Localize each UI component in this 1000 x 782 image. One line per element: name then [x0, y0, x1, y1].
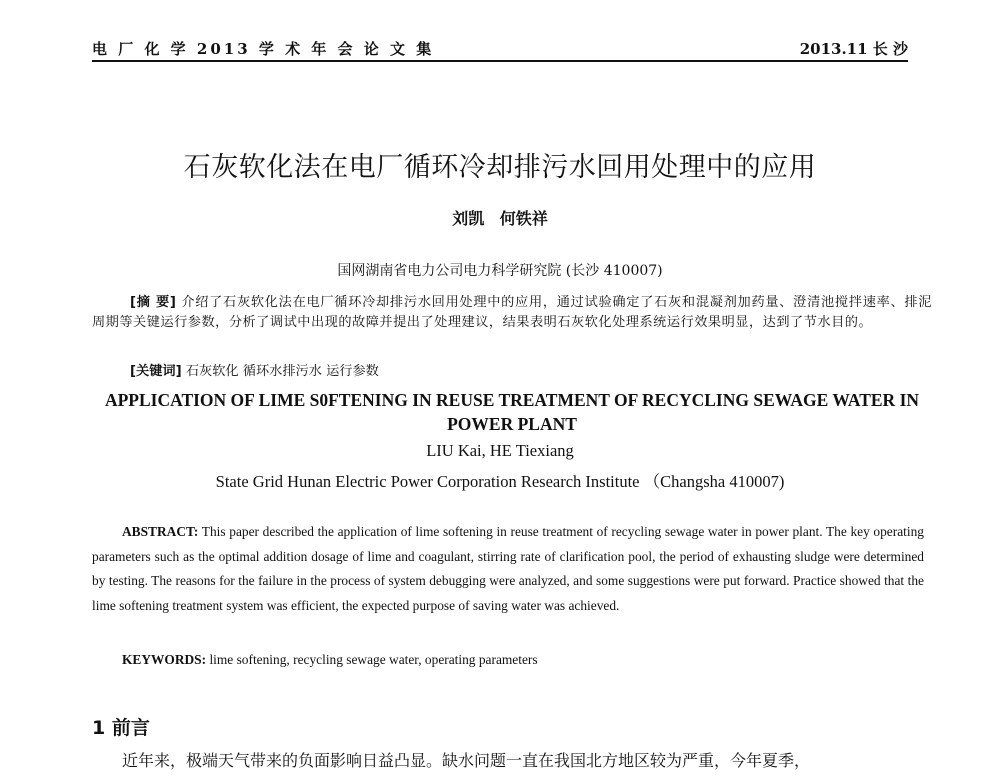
english-abstract-text: This paper described the application of lime softening in reuse treatment of recycling sewage water in power plant. The key operating parameters such as the optimal addition dosage of lime and coagulant, stirring rate of clarification pool, the period of exhausting sludge were determined by testing. The reasons for the failure in the process of system debugging were analyzed, and some suggestions were put forward. Practice showed that the lime softening treatment system was efficient, the expected purpose of saving water was achieved.	[92, 524, 924, 613]
running-head-right: 2013.11 长 沙	[799, 40, 908, 58]
chinese-abstract	[92, 293, 932, 333]
english-title: APPLICATION OF LIME S0FTENING IN REUSE TREATMENT OF RECYCLING SEWAGE WATER IN POWER PLANT	[104, 390, 920, 434]
english-abstract	[92, 520, 924, 618]
chinese-abstract-label: [摘 要]	[130, 295, 177, 310]
intro-paragraph: 近年来，极端天气带来的负面影响日益凸显。缺水问题一直在我国北方地区较为严重，今年夏季，	[122, 751, 811, 770]
chinese-keywords-text: 石灰软化 循环水排污水 运行参数	[185, 364, 379, 379]
english-affiliation: State Grid Hunan Electric Power Corporation Research Institute （Changsha 410007)	[215, 472, 785, 491]
english-keywords-label: KEYWORDS:	[122, 652, 207, 667]
section-heading: 1 前言	[92, 717, 150, 739]
running-head	[92, 36, 908, 62]
english-abstract-label: ABSTRACT:	[122, 524, 199, 539]
running-head-left: 电 厂 化 学 2013 学 术 年 会 论 文 集	[92, 40, 435, 58]
chinese-keywords	[130, 360, 379, 379]
english-keywords	[122, 652, 538, 668]
chinese-keywords-label: [关键词]	[130, 364, 182, 379]
authors: 刘凯 何铁祥	[452, 209, 548, 228]
affiliation: 国网湖南省电力公司电力科学研究院 (长沙 410007)	[337, 263, 663, 279]
paper-title: 石灰软化法在电厂循环冷却排污水回用处理中的应用	[183, 152, 817, 183]
chinese-abstract-text: 介绍了石灰软化法在电厂循环冷却排污水回用处理中的应用，通过试验确定了石灰和混凝剂加药量、澄清池搅拌速率、排泥周期等关键运行参数，分析了调试中出现的故障并提出了处理建议，结果表明石灰软化处理系统运行效果明显，达到了节水目的。	[92, 295, 932, 330]
english-keywords-text: lime softening, recycling sewage water, operating parameters	[209, 652, 538, 667]
english-authors: LIU Kai, HE Tiexiang	[426, 441, 574, 460]
